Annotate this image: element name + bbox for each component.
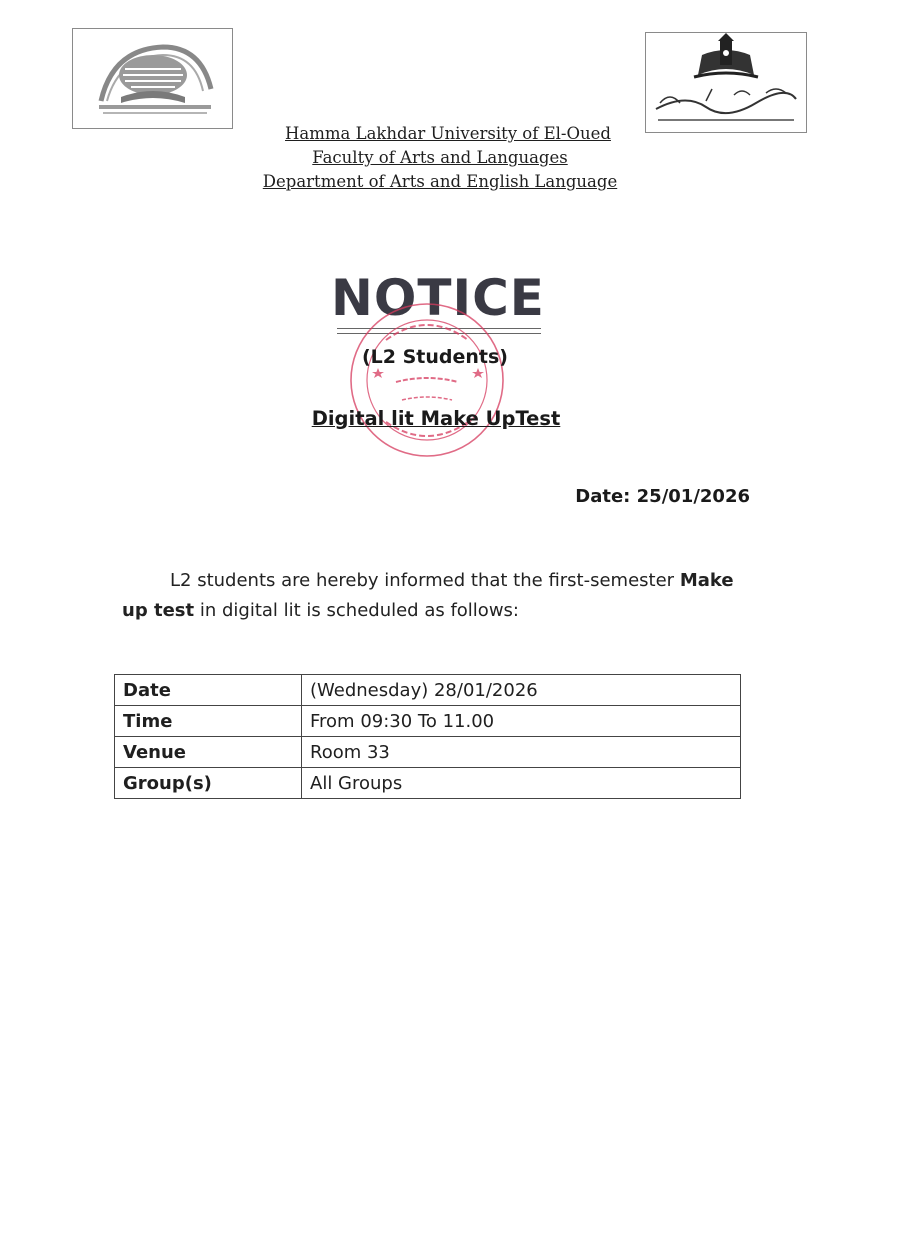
intro-text-1: L2 students are hereby informed that the first-semester	[170, 570, 680, 591]
intro-text-2: in digital lit is scheduled as follows:	[194, 600, 519, 621]
table-row	[115, 737, 741, 768]
row-value: Room 33	[302, 737, 741, 768]
table-row	[115, 768, 741, 799]
table-row	[115, 675, 741, 706]
official-stamp-icon	[346, 300, 508, 460]
schedule-table	[114, 674, 741, 799]
row-label: Date	[115, 675, 302, 706]
department-name: Department of Arts and English Language	[262, 172, 618, 191]
faculty-name: Faculty of Arts and Languages	[312, 148, 568, 167]
test-title: Digital lit Make UpTest	[311, 407, 561, 430]
table-row	[115, 706, 741, 737]
audience-label: (L2 Students)	[361, 346, 508, 368]
row-value: (Wednesday) 28/01/2026	[302, 675, 741, 706]
faculty-logo	[645, 32, 807, 133]
university-logo	[72, 28, 233, 129]
notice-title: NOTICE	[331, 269, 545, 327]
row-label: Venue	[115, 737, 302, 768]
row-label: Group(s)	[115, 768, 302, 799]
notice-date: Date: 25/01/2026	[575, 486, 750, 507]
university-emblem-icon	[73, 29, 232, 128]
row-value: All Groups	[302, 768, 741, 799]
row-value: From 09:30 To 11.00	[302, 706, 741, 737]
faculty-emblem-icon	[646, 33, 806, 132]
intro-paragraph	[122, 566, 762, 626]
intro-bold-text: Make up test	[122, 570, 734, 621]
university-name: Hamma Lakhdar University of El-Oued	[285, 124, 611, 143]
row-label: Time	[115, 706, 302, 737]
